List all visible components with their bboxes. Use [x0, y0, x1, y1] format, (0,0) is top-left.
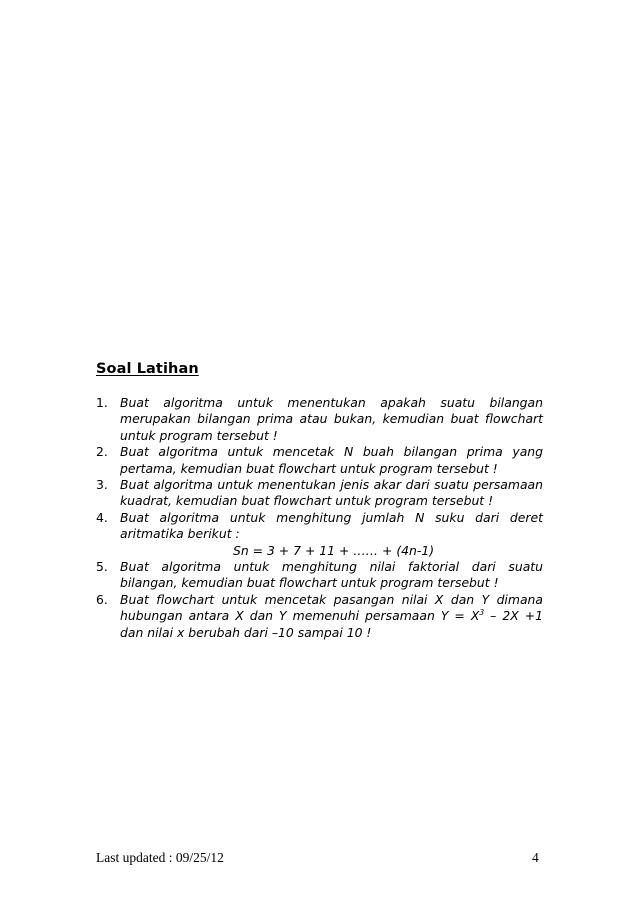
exercise-number: 1.	[96, 395, 108, 410]
exercise-text: Buat algoritma untuk menentukan jenis akar dari suatu persamaan kuadrat, kemudian buat flowchart untuk program tersebut !	[120, 477, 543, 509]
exercise-list	[96, 395, 543, 641]
exercise-text: Buat algoritma untuk menghitung jumlah N suku dari deret aritmatika berikut :	[120, 509, 543, 542]
exercise-item-1	[96, 395, 543, 444]
exercise-item-4	[96, 510, 543, 559]
exercise-text: Buat algoritma untuk menentukan apakah suatu bilangan merupakan bilangan prima atau bukan, kemudian buat flowchart untuk program tersebut !	[120, 395, 543, 443]
series-formula: Sn = 3 + 7 + 11 + …… + (4n-1)	[233, 542, 435, 558]
exercise-text	[120, 592, 543, 641]
exercise-text: Buat algoritma untuk mencetak N buah bilangan prima yang pertama, kemudian buat flowchart untuk program tersebut !	[120, 444, 543, 476]
exercise-number: 6.	[96, 591, 108, 607]
footer-last-updated: Last updated : 09/25/12	[96, 850, 224, 865]
exponent-superscript: 3	[479, 608, 485, 618]
exercise-number: 2.	[96, 444, 108, 460]
exercise-item-6	[96, 592, 543, 641]
exercise-item-5	[96, 559, 543, 592]
exercise-item-3	[96, 477, 543, 510]
equation-text-before: Buat flowchart untuk mencetak pasangan nilai X dan Y dimana hubungan antara X dan Y memenuhi persamaan Y = X	[120, 591, 543, 624]
exercise-text: Buat algoritma untuk menghitung nilai faktorial dari suatu bilangan, kemudian buat flowchart untuk program tersebut !	[120, 559, 543, 591]
footer-page-number: 4	[532, 850, 539, 865]
exercise-item-2	[96, 444, 543, 477]
exercise-number: 4.	[96, 509, 108, 525]
section-title: Soal Latihan	[96, 361, 199, 377]
equation-text-after: – 2X +1 dan nilai x berubah dari –10 sampai 10 !	[120, 608, 543, 640]
exercise-number: 5.	[96, 559, 108, 575]
exercise-number: 3.	[96, 477, 108, 493]
